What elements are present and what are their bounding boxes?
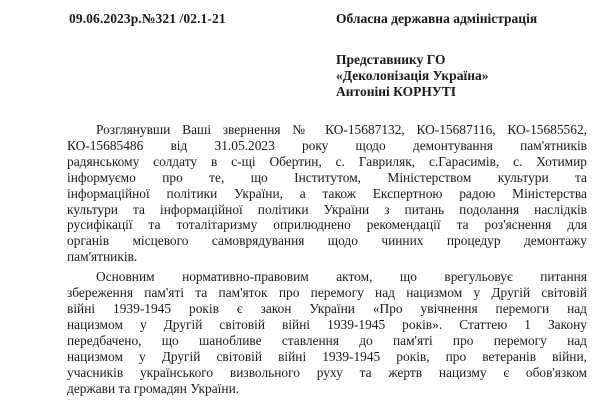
paragraph-line: КО-15685486 від 31.05.2023 року щодо демонтування пам'ятників bbox=[67, 137, 587, 153]
document-reference-number: 09.06.2023р.№321 /02.1-21 bbox=[69, 11, 226, 26]
addressee-block bbox=[336, 52, 488, 100]
sender-organization: Обласна державна адміністрація bbox=[336, 11, 538, 26]
addressee-line: «Деколонізація Україна» bbox=[336, 68, 489, 83]
letter-body bbox=[67, 122, 587, 396]
paragraph-line: нацизмом у Другій світовій війні 1939-1945 років». Статтею 1 Закону bbox=[67, 316, 587, 332]
paragraph-line: інформуємо про те, що Інститутом, Міністерством культури та bbox=[67, 169, 587, 185]
paragraph-line: русифікації та тоталітаризму оприлюднено рекомендації та роз'яснення для bbox=[67, 217, 587, 233]
paragraph-line: держави та громадян України. bbox=[67, 380, 240, 396]
paragraph-line: радянському солдату в с-щі Обертин, с. Гавриляк, с.Гарасимів, с. Хотимир bbox=[67, 153, 587, 169]
paragraph-line: органів місцевого самоврядування щодо чинних процедур демонтажу bbox=[67, 233, 587, 249]
paragraph-line: пам'ятників. bbox=[67, 249, 138, 265]
addressee-line: Антоніні КОРНУТІ bbox=[336, 84, 457, 99]
paragraph-line: нацизмом у Другій світовій війні 1939-1945 років, про ветеранів війни, bbox=[67, 348, 587, 364]
paragraph-line: Розглянувши Ваші звернення № КО-15687132, КО-15687116, КО-15685562, bbox=[96, 122, 587, 137]
body-paragraph bbox=[67, 122, 587, 265]
paragraph-line: передбачено, що шанобливе ставлення до пам'яті про перемогу над bbox=[67, 332, 587, 348]
paragraph-line: збереження пам'яті та пам'яток про перемогу над нацизмом у Другій світовій bbox=[67, 285, 587, 301]
paragraph-line: Основним нормативно-правовим актом, що врегульовує питання bbox=[96, 269, 587, 285]
paragraph-line: учасників українського визвольного руху та жертв нацизму є обов'язком bbox=[67, 364, 587, 380]
paragraph-line: культури та інформаційної політики України з питань подолання наслідків bbox=[67, 201, 587, 217]
addressee-line: Представнику ГО bbox=[336, 52, 446, 67]
paragraph-line: війні 1939-1945 років є закон України «Про увічнення перемоги над bbox=[67, 300, 587, 316]
body-paragraph bbox=[67, 269, 587, 396]
paragraph-line: інформаційної політики України, а також Експертною радою Міністерства bbox=[67, 185, 587, 201]
